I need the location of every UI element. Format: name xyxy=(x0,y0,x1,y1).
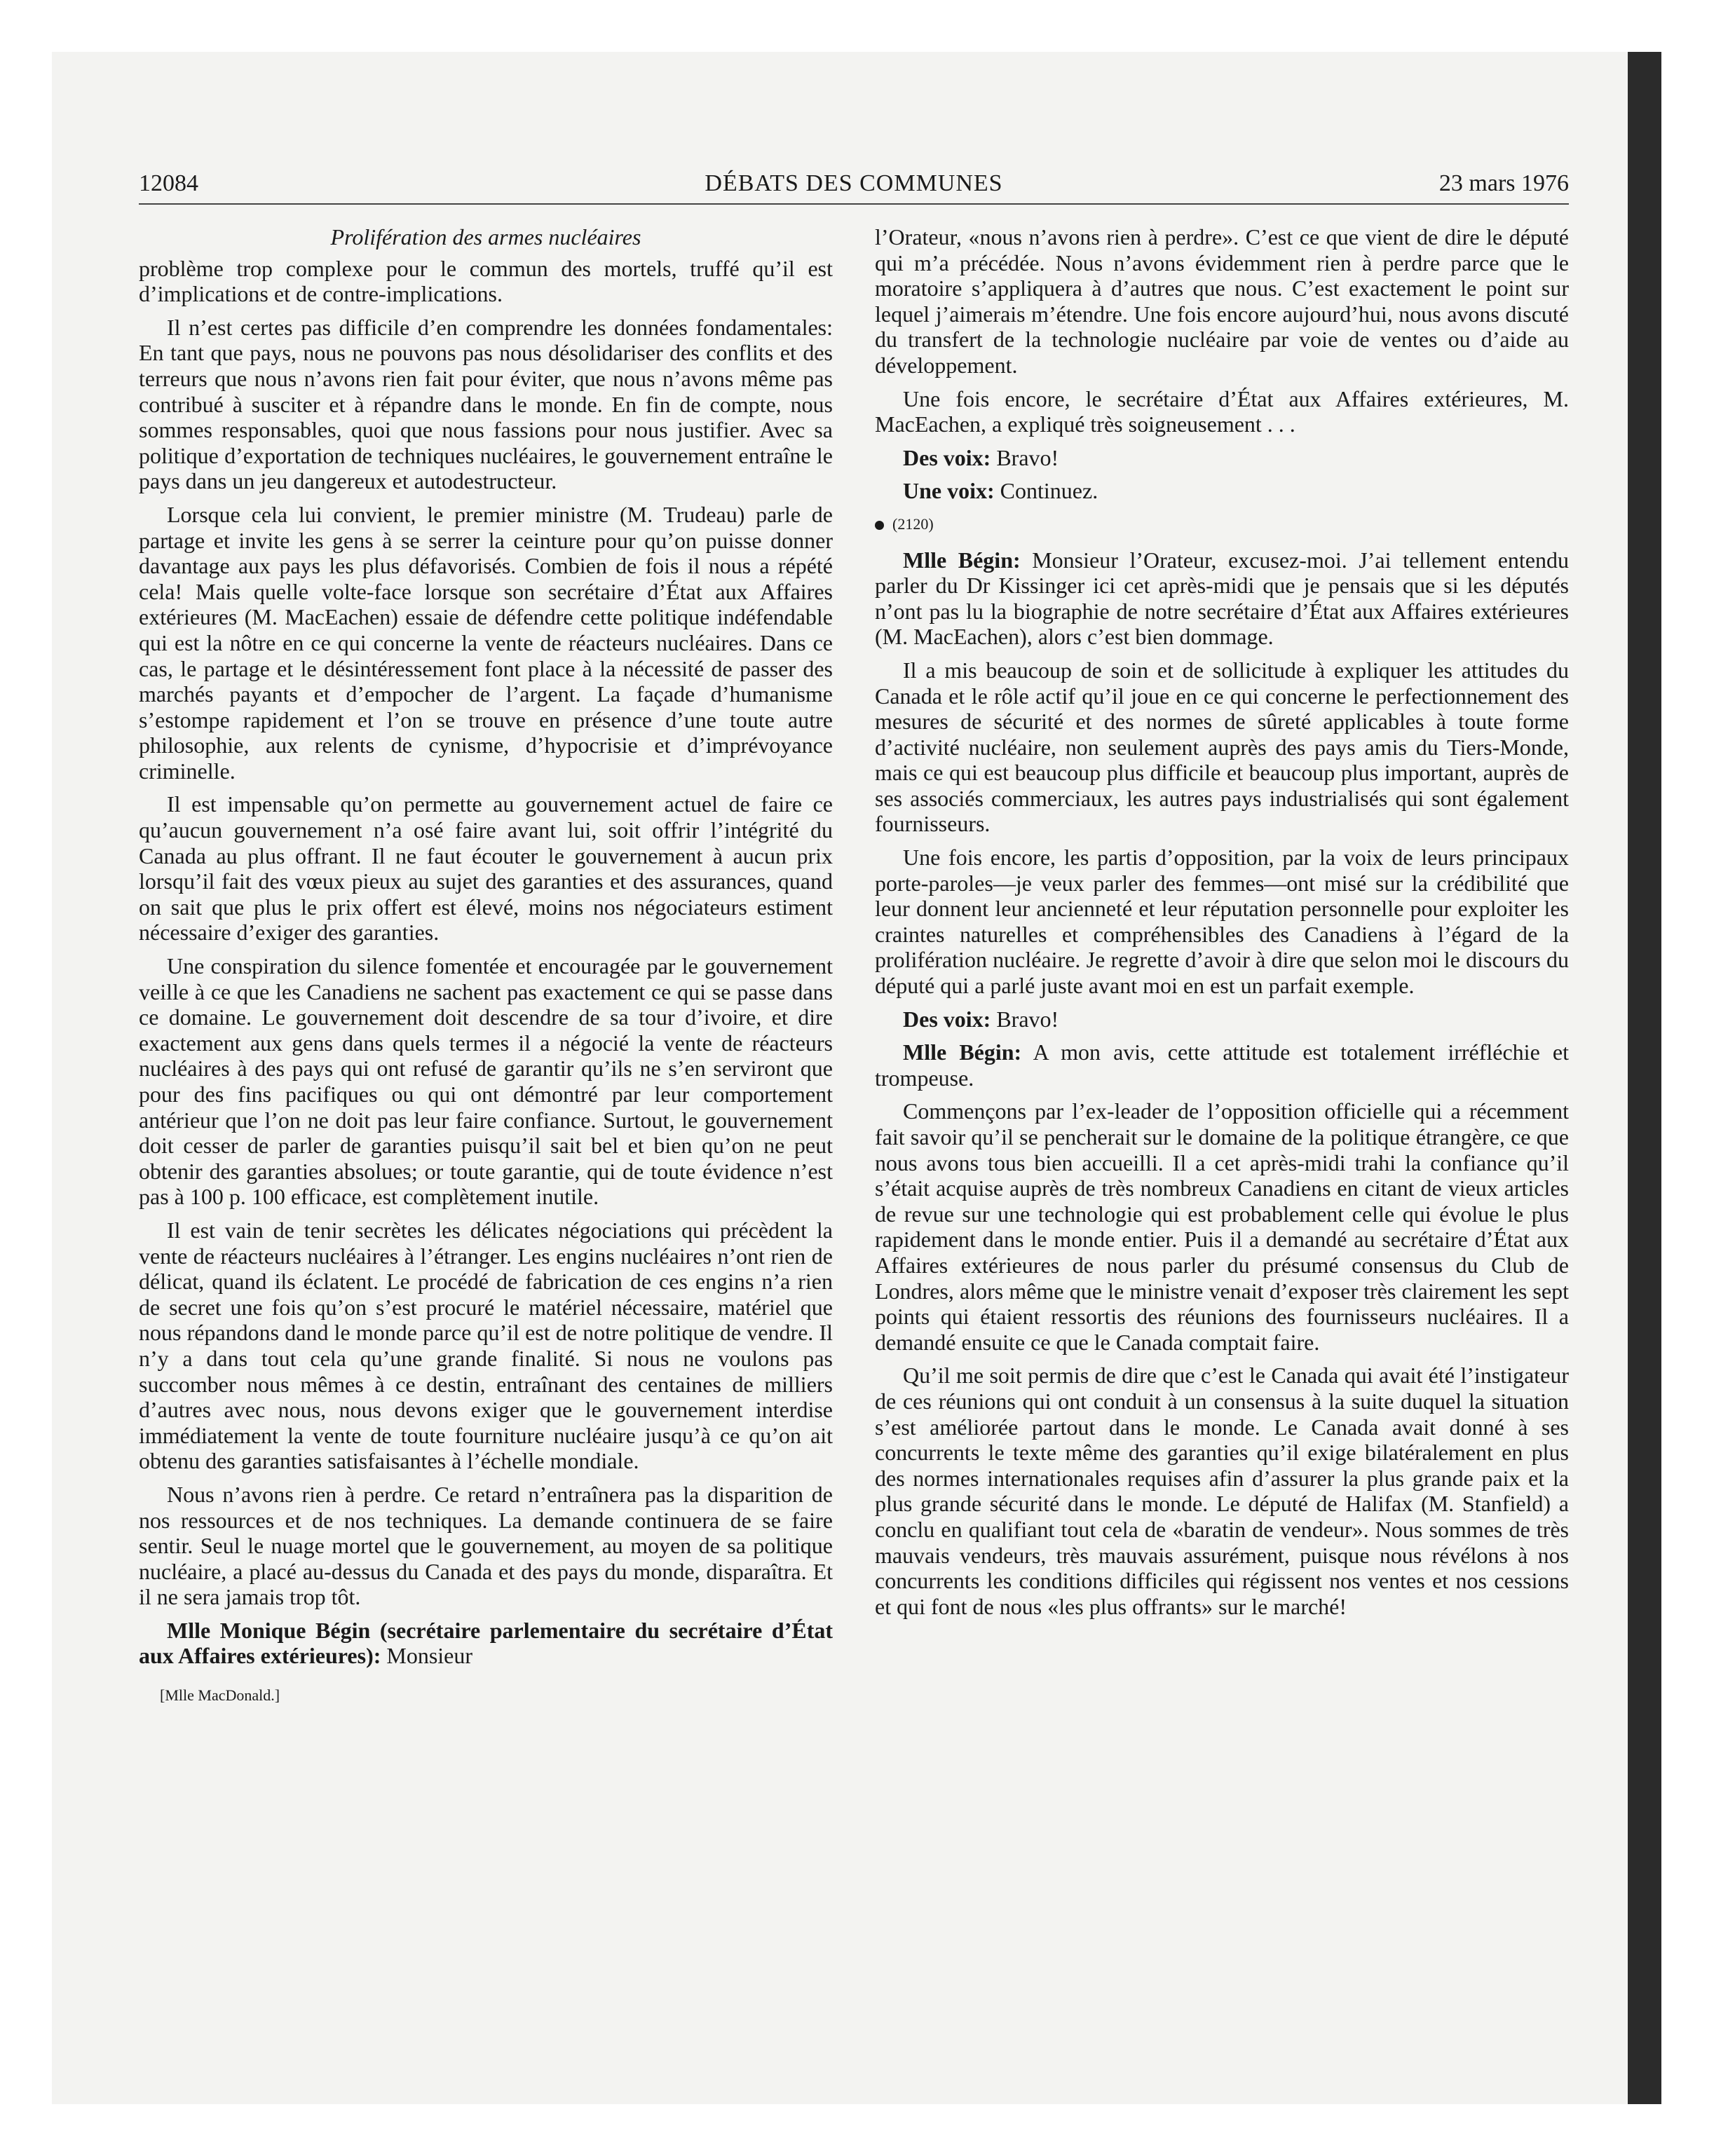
paragraph: l’Orateur, «nous n’avons rien à perdre». C’est ce que vient de dire le député qui m’a précédée. Nous n’avons évidemment rien à perdre parce que le moratoire s’appliquera à d’autres que nous. C’est exactement le point sur lequel j’aimerais m’étendre. Une fois encore aujourd’hui, nous avons discuté du transfert de la technologie nucléaire par voie de ventes ou d’aide au développement. xyxy=(875,224,1569,378)
speaker-name: Mlle Bégin: xyxy=(903,1039,1022,1065)
speaker-name: Mlle Bégin: xyxy=(903,547,1021,573)
subject-heading: Prolifération des armes nucléaires xyxy=(330,224,641,250)
journal-title: DÉBATS DES COMMUNES xyxy=(705,170,1003,196)
speech-text: Monsieur l’Orateur, excusez-moi. J’ai tellement entendu parler du Dr Kissinger ici cet après-midi que je pensais que si les députés n’ont pas lu la biographie de notre secrétaire d’État aux Affaires extérieures (M. MacEachen), alors c’est bien dommage. xyxy=(875,547,1570,650)
speech-paragraph xyxy=(875,445,1569,471)
paragraph: Commençons par l’ex-leader de l’opposition officielle qui a récemment fait savoir qu’il se pencherait sur le domaine de la politique étrangère, ce que nous avons tous bien accueilli. Il a cet après-midi trahi la confiance qu’il s’était acquise auprès de très nombreux Canadiens en citant de vieux articles de revue sur une technologie qui est probablement celle qui évolue le plus rapidement dans le monde entier. Puis il a demandé au secrétaire d’État aux Affaires extérieures de nous parler du présumé consensus du Club de Londres, alors même que le ministre venait d’exposer très clairement les sept points qui étaient ressortis des réunions des fournisseurs nucléaires. Il a demandé ensuite ce que le Canada comptait faire. xyxy=(875,1098,1569,1355)
page-header xyxy=(139,168,1569,205)
issue-date: 23 mars 1976 xyxy=(1438,170,1569,196)
paragraph: Il est vain de tenir secrètes les délicates négociations qui précèdent la vente de réacteurs nucléaires à l’étranger. Les engins nucléaires n’ont rien de délicat, quand ils éclatent. Le procédé de fabrication de ces engins n’a rien de secret une fois qu’on s’est procuré le matériel nécessaire, matériel que nous répandons dand le monde parce qu’il est de notre politique de vendre. Il n’y a dans tout cela qu’une grande finalité. Si nous ne voulons pas succomber nous mêmes à ce destin, entraînant des centaines de milliers d’autres avec nous, nous devons exiger que le gouvernement interdise immédiatement la vente de toute fourniture nucléaire jusqu’à ce qu’on ait obtenu des garanties satisfaisantes à l’échelle mondiale. xyxy=(139,1217,833,1474)
scan-edge xyxy=(1628,52,1661,2104)
speech-paragraph xyxy=(875,547,1569,650)
bullet-icon xyxy=(875,521,884,530)
paragraph: Une fois encore, le secrétaire d’État aux Affaires extérieures, M. MacEachen, a expliqué très soigneusement . . . xyxy=(875,386,1569,437)
speech-paragraph xyxy=(875,478,1569,504)
time-marker-text: (2120) xyxy=(892,514,934,533)
page-number: 12084 xyxy=(139,170,198,196)
paragraph: Il est impensable qu’on permette au gouvernement actuel de faire ce qu’aucun gouvernement n’a osé faire avant lui, soit offrir l’intégrité du Canada au plus offrant. Il ne faut écouter le gouvernement à aucun prix lorsqu’il fait des vœux pieux au sujet des garanties et des assurances, quand on sait que plus le prix offert est élevé, moins nos négociateurs estiment nécessaire d’exiger des garanties. xyxy=(139,791,833,946)
speech-text: A mon avis, cette attitude est totalement irréfléchie et trompeuse. xyxy=(875,1039,1570,1091)
paragraph: Il a mis beaucoup de soin et de sollicitude à expliquer les attitudes du Canada et le rôle actif qu’il joue en ce qui concerne le perfectionnement des mesures de sécurité et des normes de sûreté applicables à toute forme d’activité nucléaire, non seulement auprès des pays amis du Tiers-Monde, mais ce qui est beaucoup plus difficile et beaucoup plus important, auprès de ses associés commerciaux, les autres pays industrialisés qui sont également fournisseurs. xyxy=(875,657,1569,837)
speech-text: Bravo! xyxy=(991,444,1059,470)
speech-text: Monsieur xyxy=(381,1643,473,1669)
speaker-name: Une voix: xyxy=(903,478,995,504)
speech-paragraph xyxy=(139,1618,833,1669)
speaker-footnote: [Mlle MacDonald.] xyxy=(160,1686,280,1705)
paragraph: Il n’est certes pas difficile d’en comprendre les données fondamentales: En tant que pays, nous ne pouvons pas nous désolidariser des conflits et des terreurs que nous n’avons rien fait pour éviter, que nous n’avons même pas contribué à susciter et à répandre dans le monde. En fin de compte, nous sommes responsables, quoi que nous fassions pour nous justifier. Avec sa politique d’exportation de techniques nucléaires, le gouvernement entraîne le pays dans un jeu dangereux et autodestructeur. xyxy=(139,314,833,494)
speech-paragraph xyxy=(875,1039,1569,1091)
speech-paragraph xyxy=(875,1007,1569,1032)
speaker-name: Mlle Monique Bégin (secrétaire parlementaire du secrétaire d’État aux Affaires extérieures): xyxy=(139,1617,833,1669)
speech-text: Continuez. xyxy=(994,478,1098,504)
time-marker xyxy=(875,512,1569,538)
left-column xyxy=(139,224,833,1709)
paragraph: Lorsque cela lui convient, le premier ministre (M. Trudeau) parle de partage et invite les gens à se serrer la ceinture pour qu’on puisse donner davantage aux pays les plus défavorisés. Combien de fois il nous a répété cela! Mais quelle volte-face lorsque son secrétaire d’État aux Affaires extérieures (M. MacEachen) essaie de défendre cette politique indéfendable qui est la nôtre en ce qui concerne la vente de réacteurs nucléaires. Dans ce cas, le partage et le désintéressement font place à la nécessité de passer des marchés payants et d’empocher de l’argent. La façade d’humanisme s’estompe rapidement et l’on se trouve en présence d’une toute autre philosophie, aux relents de cynisme, d’hypocrisie et d’imprévoyance criminelle. xyxy=(139,501,833,784)
paragraph: Une conspiration du silence fomentée et encouragée par le gouvernement veille à ce que les Canadiens ne sachent pas exactement ce qui se passe dans ce domaine. Le gouvernement doit descendre de sa tour d’ivoire, et dire exactement aux gens dans quels termes il a négocié la vente de réacteurs nucléaires à des pays qui ont refusé de garantir qu’ils ne s’en serviront que pour des fins pacifiques ou qui ont démontré par leur comportement antérieur que l’on ne doit pas leur faire confiance. Surtout, le gouvernement doit cesser de parler de garanties puisqu’il sait bel et bien qu’on ne peut obtenir des garanties absolues; or toute garantie, qui de toute évidence n’est pas à 100 p. 100 efficace, est complètement inutile. xyxy=(139,953,833,1210)
speaker-name: Des voix: xyxy=(903,444,991,470)
speech-text: Bravo! xyxy=(991,1006,1059,1032)
speaker-name: Des voix: xyxy=(903,1006,991,1032)
paragraph: Qu’il me soit permis de dire que c’est le Canada qui avait été l’instigateur de ces réunions qui ont conduit à un consensus à la suite duquel la situation s’est améliorée partout dans le monde. Le Canada avait donné à ses concurrents le texte même des garanties qu’il exige bilatéralement en plus des normes internationales requises afin d’assurer la plus grande paix et la plus grande sécurité dans le monde. Le député de Halifax (M. Stanfield) a conclu en qualifiant tout cela de «baratin de vendeur». Nous sommes de très mauvais vendeurs, très mauvais assurément, puisque nous révélons à nos concurrents les conditions difficiles qui régissent nos ventes et nos cessions et qui font de nous «les plus offrants» sur le marché! xyxy=(875,1363,1569,1619)
paragraph: Nous n’avons rien à perdre. Ce retard n’entraînera pas la disparition de nos ressources et de nos techniques. La demande continuera de se faire sentir. Seul le nuage mortel que le gouvernement, au moyen de sa politique nucléaire, a placé au-dessus du Canada et des pays du monde, disparaîtra. Et il ne sera jamais trop tôt. xyxy=(139,1481,833,1610)
paragraph: problème trop complexe pour le commun des mortels, truffé qu’il est d’implications et de contre-implications. xyxy=(139,255,833,307)
right-column xyxy=(875,224,1569,1627)
paragraph: Une fois encore, les partis d’opposition, par la voix de leurs principaux porte-paroles—je veux parler des femmes—ont misé sur la crédibilité que leur donnent leur ancienneté et leur réputation personnelle pour exploiter les craintes naturelles et compréhensibles des Canadiens à l’égard de la prolifération nucléaire. Je regrette d’avoir à dire que selon moi le discours du député qui a parlé juste avant moi en est un parfait exemple. xyxy=(875,845,1569,999)
